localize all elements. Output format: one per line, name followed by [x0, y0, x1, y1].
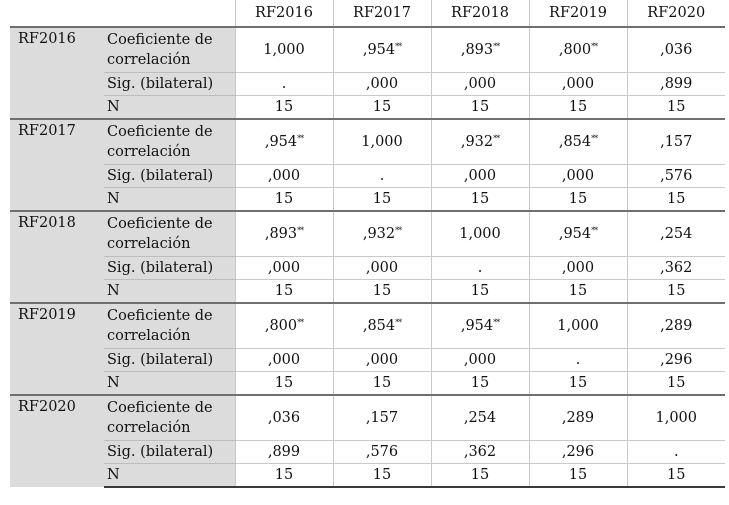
cell-value: 1,000 [361, 134, 403, 150]
cell-value: 1,000 [557, 318, 599, 334]
cell-value: ,954 [460, 318, 494, 334]
column-header: RF2018 [431, 0, 529, 27]
row-group-label: RF2016 [10, 27, 104, 119]
table-row [10, 441, 725, 464]
table-cell [529, 27, 627, 73]
table-cell: 15 [627, 464, 725, 488]
statistic-label: Coeficiente de correlación [104, 303, 235, 349]
table-body [10, 27, 725, 487]
table-cell [529, 119, 627, 165]
table-cell: 15 [627, 188, 725, 212]
cell-value: ,954 [362, 42, 396, 58]
statistic-label: N [104, 280, 235, 304]
table-cell [333, 211, 431, 257]
table-cell: ,000 [529, 73, 627, 96]
table-row [10, 188, 725, 212]
table-cell [431, 27, 529, 73]
statistic-label: N [104, 188, 235, 212]
row-group-label: RF2020 [10, 395, 104, 487]
table-cell [333, 119, 431, 165]
table-cell: ,296 [529, 441, 627, 464]
cell-value: ,954 [558, 226, 592, 242]
row-group-label: RF2019 [10, 303, 104, 395]
table-cell: 15 [235, 96, 333, 120]
cell-value: ,932 [362, 226, 396, 242]
table-cell: 15 [627, 280, 725, 304]
table-cell [235, 27, 333, 73]
table-cell: ,000 [333, 73, 431, 96]
table-cell: 15 [431, 372, 529, 396]
cell-value: ,932 [460, 134, 494, 150]
cell-value: ,954 [264, 134, 298, 150]
table-cell: . [235, 73, 333, 96]
table-cell [333, 27, 431, 73]
table-cell: 15 [333, 280, 431, 304]
statistic-label: N [104, 372, 235, 396]
table-cell: . [431, 257, 529, 280]
significance-stars: ** [395, 42, 402, 51]
cell-value: ,893 [264, 226, 298, 242]
table-cell: 15 [333, 96, 431, 120]
cell-value: 1,000 [459, 226, 501, 242]
cell-value: ,157 [365, 410, 399, 426]
statistic-label: Coeficiente de correlación [104, 211, 235, 257]
table-row [10, 119, 725, 165]
table-cell: ,000 [431, 73, 529, 96]
table-cell [627, 27, 725, 73]
row-group-label: RF2017 [10, 119, 104, 211]
table-row [10, 211, 725, 257]
significance-stars: ** [591, 134, 598, 143]
table-cell: ,362 [431, 441, 529, 464]
cell-value: ,289 [660, 318, 693, 334]
table-cell: ,576 [333, 441, 431, 464]
table-cell: 15 [431, 96, 529, 120]
statistic-label: Coeficiente de correlación [104, 395, 235, 441]
table-row [10, 96, 725, 120]
table-cell: ,000 [333, 257, 431, 280]
statistic-label: Sig. (bilateral) [104, 257, 235, 280]
table-cell: 15 [529, 280, 627, 304]
table-cell [627, 119, 725, 165]
table-cell: ,000 [333, 349, 431, 372]
header-row [10, 0, 725, 27]
cell-value: ,157 [660, 134, 693, 150]
table-cell [529, 211, 627, 257]
table-cell: ,899 [627, 73, 725, 96]
header-blank [104, 0, 235, 27]
cell-value: ,036 [660, 42, 693, 58]
significance-stars: ** [591, 226, 598, 235]
cell-value: ,800 [264, 318, 298, 334]
table-row [10, 395, 725, 441]
table-cell: 15 [529, 96, 627, 120]
table-cell: ,000 [431, 349, 529, 372]
table-cell: 15 [431, 188, 529, 212]
table-row [10, 73, 725, 96]
table-row [10, 27, 725, 73]
table-cell [235, 119, 333, 165]
column-header: RF2019 [529, 0, 627, 27]
table-row [10, 349, 725, 372]
header-blank [10, 0, 104, 27]
significance-stars: ** [395, 318, 402, 327]
cell-value: ,854 [558, 134, 592, 150]
table-cell: 15 [235, 188, 333, 212]
table-cell: ,296 [627, 349, 725, 372]
table-cell: 15 [627, 96, 725, 120]
table-cell: ,000 [529, 165, 627, 188]
table-cell: . [529, 349, 627, 372]
table-row [10, 303, 725, 349]
table-cell: ,000 [529, 257, 627, 280]
cell-value: 1,000 [655, 410, 697, 426]
statistic-label: Coeficiente de correlación [104, 119, 235, 165]
cell-value: ,893 [460, 42, 494, 58]
table-cell [431, 303, 529, 349]
cell-value: ,254 [463, 410, 497, 426]
table-cell [529, 395, 627, 441]
statistic-label: Sig. (bilateral) [104, 165, 235, 188]
table-cell: ,000 [235, 165, 333, 188]
table-cell: 15 [235, 464, 333, 488]
table-row [10, 280, 725, 304]
significance-stars: ** [493, 42, 500, 51]
significance-stars: ** [297, 318, 304, 327]
table-row [10, 372, 725, 396]
statistic-label: N [104, 464, 235, 488]
table-cell: . [333, 165, 431, 188]
cell-value: ,036 [267, 410, 301, 426]
statistic-label: Sig. (bilateral) [104, 441, 235, 464]
table-cell: 15 [529, 372, 627, 396]
table-cell [333, 303, 431, 349]
table-row [10, 257, 725, 280]
significance-stars: ** [493, 318, 500, 327]
table-cell: 15 [235, 280, 333, 304]
table-cell [235, 303, 333, 349]
table-cell: 15 [529, 188, 627, 212]
cell-value: ,254 [660, 226, 693, 242]
column-header: RF2020 [627, 0, 725, 27]
table-row [10, 165, 725, 188]
table-cell [431, 119, 529, 165]
table-cell: 15 [431, 280, 529, 304]
significance-stars: ** [395, 226, 402, 235]
table-cell [235, 395, 333, 441]
table-cell [431, 395, 529, 441]
table-cell: 15 [235, 372, 333, 396]
table-cell: ,362 [627, 257, 725, 280]
table-cell: 15 [333, 188, 431, 212]
statistic-label: Sig. (bilateral) [104, 349, 235, 372]
cell-value: ,800 [558, 42, 592, 58]
significance-stars: ** [493, 134, 500, 143]
table-cell: 15 [627, 372, 725, 396]
table-cell: ,899 [235, 441, 333, 464]
table-cell: 15 [431, 464, 529, 488]
significance-stars: ** [591, 42, 598, 51]
table-cell [627, 211, 725, 257]
table-row [10, 464, 725, 488]
cell-value: ,289 [561, 410, 595, 426]
table-cell [529, 303, 627, 349]
table-cell: 15 [333, 464, 431, 488]
table-cell [333, 395, 431, 441]
table-cell: ,000 [431, 165, 529, 188]
table-cell: ,000 [235, 257, 333, 280]
column-header: RF2017 [333, 0, 431, 27]
correlation-table [10, 0, 725, 488]
table-cell [627, 395, 725, 441]
table-cell [235, 211, 333, 257]
column-header: RF2016 [235, 0, 333, 27]
table-cell: . [627, 441, 725, 464]
table-cell: ,000 [235, 349, 333, 372]
row-group-label: RF2018 [10, 211, 104, 303]
statistic-label: Sig. (bilateral) [104, 73, 235, 96]
cell-value: ,854 [362, 318, 396, 334]
cell-value: 1,000 [263, 42, 305, 58]
table-cell [627, 303, 725, 349]
significance-stars: ** [297, 226, 304, 235]
table-cell [431, 211, 529, 257]
table-cell: 15 [333, 372, 431, 396]
significance-stars: ** [297, 134, 304, 143]
table-cell: 15 [529, 464, 627, 488]
statistic-label: N [104, 96, 235, 120]
table-cell: ,576 [627, 165, 725, 188]
statistic-label: Coeficiente de correlación [104, 27, 235, 73]
